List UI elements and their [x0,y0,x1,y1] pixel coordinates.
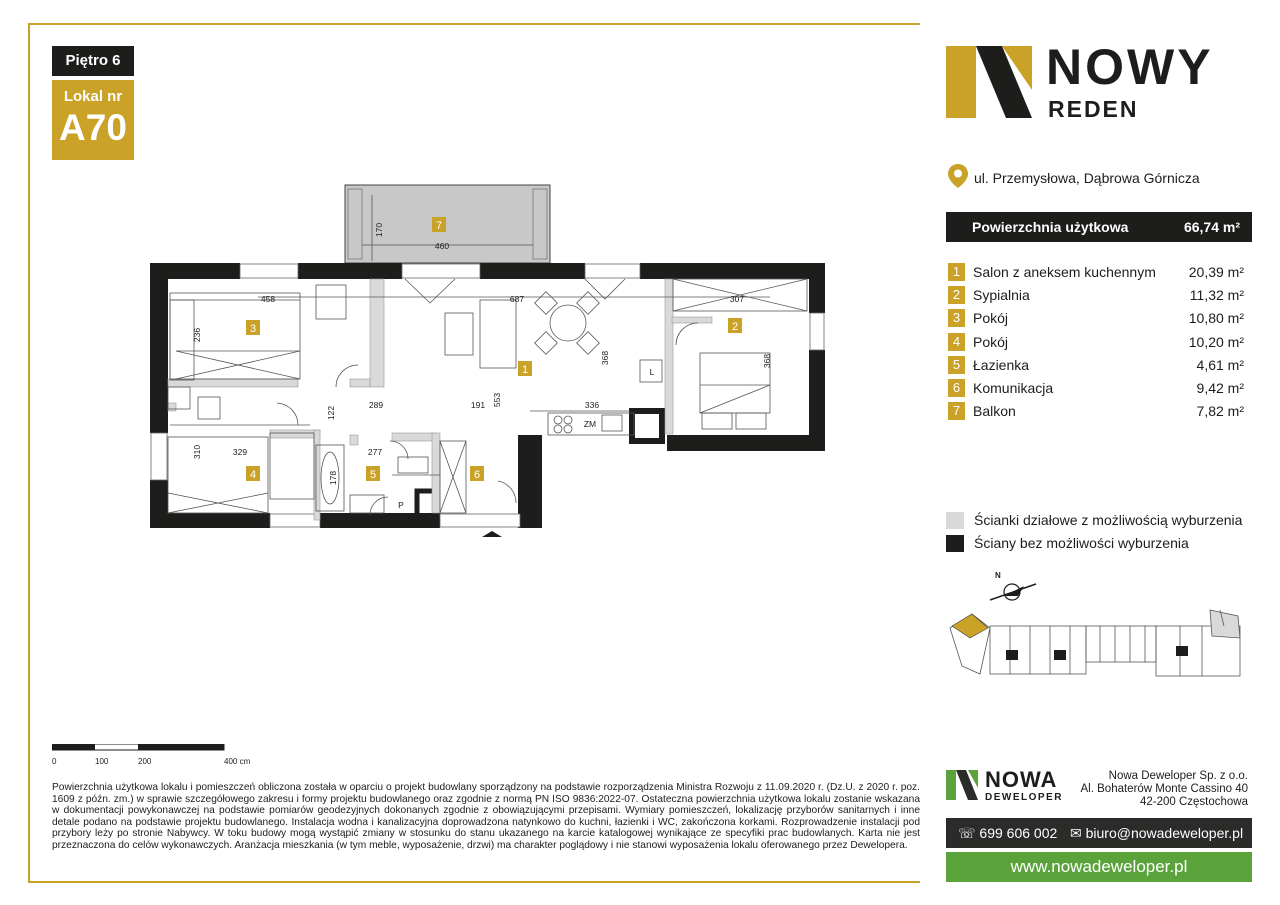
permanent-walls [150,263,825,528]
unit-badge [52,80,134,160]
dim-room1-length: 553 [492,392,502,408]
frame-top-line [28,23,920,25]
list-item [948,262,1244,285]
email-address: biuro@nowadeweloper.pl [1085,825,1244,841]
nowa-deweloper-logo-icon [946,770,978,800]
unit-number: A70 [59,107,127,148]
scale-tick-400: 400 cm [224,757,251,766]
room-list-name: Komunikacja [973,379,1054,396]
room-list-name: Salon z aneksem kuchennym [973,264,1156,280]
legend-swatch-removable [946,512,964,529]
room-list-area: 10,20 m² [1188,333,1244,350]
room-list-name: Sypialnia [973,287,1030,304]
fixture-dishwasher-label: ZM [583,419,597,429]
developer-logo-text: NOWA [985,767,1058,792]
site-stair-core-3 [1176,646,1188,656]
location-pin-icon [948,164,968,188]
developer-address [1081,770,1248,809]
dim-bath-width: 277 [367,447,383,457]
developer-logo-sub: DEWELOPER [985,792,1063,803]
room-list-area: 20,39 m² [1188,264,1244,280]
fixture-washer-label: P [398,500,404,510]
dim-room3-depth: 236 [192,327,202,343]
legend-permanent-text: Ściany bez możliwości wyburzenia [974,535,1189,551]
brand-sub: REDEN [1048,96,1139,122]
disclaimer-text: Powierzchnia użytkowa lokalu i pomieszczeń obliczona została w oparciu o projekt budowlany sporządzony na podstawie rozporządzenia Ministra Rozwoju z 11.09.2020 r. (Dz.U. z 2020 r. poz. 1609 z późn. zm.) w sprawie szczegółowego zakresu i formy projektu budowlanego oraz zgodnie z normą PN ISO 9836:2022-07. Ostateczna powierzchnia użytkowa lokalu zostanie wskazana w dokumentacji powykonawczej na podstawie pomiarów geodezyjnych dokonanych zgodnie z obowiązującymi przepisami. Wymiary pomieszczeń, lokalizację przyborów sanitarnych i inne detale podano na podstawie projektu budowlanego. Instalacja wodna i kanalizacyjna doprowadzona natynkowo do kuchni, łazienki i WC, zakończona korkami. Rozprowadzenie instalacji pod przybory leży po stronie Nabywcy. W toku budowy mogą wystąpić zmiany w stosunku do stanu ukazanego na karcie katalogowej wynikające ze specyfiki prac budowlanych. Karta nie jest przeznaczona do celów wykonawczych. Aranżacja mieszkania (w tym meble, wyposażenie, drzwi) ma charakter poglądowy i nie stanowi wyposażenia lokalu oferowanego przez Dewelopera. [52,782,920,851]
email-contact[interactable] [1070,825,1243,842]
phone-contact[interactable] [958,825,1057,842]
list-item [948,285,1244,308]
list-item [948,378,1244,401]
entrance-marker [482,531,502,537]
dim-hall-depth: 122 [326,405,336,421]
room-number-5: 5 [369,469,377,481]
frame-left-line [28,23,30,883]
room-list-number: 6 [948,379,965,397]
room-number-4: 4 [249,469,257,481]
dim-room4-depth: 310 [192,444,202,460]
developer-company: Nowa Deweloper Sp. z o.o. [1108,770,1248,782]
floor-plan [140,175,840,545]
phone-number: 699 606 002 [979,825,1058,841]
dim-kitchen-width: 336 [584,400,600,410]
room-list-name: Balkon [973,403,1016,420]
room-number-1: 1 [521,364,529,376]
room-list-number: 3 [948,309,965,327]
scale-bar-graphic [52,744,252,768]
room-list-area: 10,80 m² [1188,310,1244,327]
room-list-number: 4 [948,333,965,351]
site-plan [940,566,1250,686]
scale-bar [52,744,252,773]
dim-bath-depth: 178 [328,470,338,486]
site-buildings [950,610,1240,676]
nowy-reden-logo-icon [946,46,1032,118]
room-list-area: 11,32 m² [1189,287,1244,304]
room-list-area: 4,61 m² [1196,356,1244,373]
dim-room2-width: 307 [729,294,745,304]
list-item [948,308,1244,331]
dim-hall-width: 289 [368,400,384,410]
unit-label: Lokal nr [63,88,123,105]
developer-street: Al. Bohaterów Monte Cassino 40 [1080,783,1248,795]
room-list-number: 1 [948,263,965,281]
scale-tick-100: 100 [95,757,109,766]
contact-bar [946,818,1252,848]
compass-icon [990,584,1036,600]
room-number-7: 7 [435,220,443,232]
legend-removable-text: Ścianki działowe z możliwością wyburzenia [974,512,1243,528]
room-list-name: Pokój [973,333,1009,350]
brand-name: NOWY [1046,39,1214,95]
usable-area-label: Powierzchnia użytkowa [972,219,1129,235]
room-list-area: 9,42 m² [1196,379,1244,396]
north-label: N [995,571,1001,580]
dim-room3-width: 458 [260,294,276,304]
site-unit-highlight [952,614,988,638]
dim-balcony-width: 460 [434,241,450,251]
envelope-icon: ✉ [1070,825,1082,841]
dim-corridor-width: 191 [470,400,486,410]
list-item [948,401,1244,424]
developer-city: 42-200 Częstochowa [1139,796,1248,808]
dim-room2-depth: 368 [762,353,772,369]
furniture [168,279,807,515]
room-number-3: 3 [249,323,257,335]
room-list-area: 7,82 m² [1196,403,1244,420]
floor-plan-drawing [140,175,840,545]
floor-label: Piętro 6 [65,52,121,69]
room-list-number: 5 [948,356,965,374]
room-number-6: 6 [473,469,481,481]
room-number-2: 2 [731,321,739,333]
dim-room4-width: 329 [232,447,248,457]
room-list-name: Łazienka [973,356,1030,373]
room-list [948,262,1244,424]
dim-room1-width: 687 [509,294,525,304]
list-item [948,332,1244,355]
windows [151,264,824,527]
room-list-name: Pokój [973,310,1009,327]
room-list-number: 2 [948,286,965,304]
usable-area-value: 66,74 m² [1183,219,1240,235]
dim-balcony-depth: 170 [374,222,384,238]
list-item [948,355,1244,378]
floor-badge [52,46,134,76]
phone-icon: ☏ [958,825,976,841]
scale-tick-200: 200 [138,757,152,766]
dim-room1-depth: 368 [600,350,610,366]
scale-tick-0: 0 [52,757,57,766]
usable-area-bar [946,212,1252,242]
address: ul. Przemysłowa, Dąbrowa Górnicza [974,170,1200,186]
legend-swatch-permanent [946,535,964,552]
frame-bottom-line [28,881,920,883]
fixture-fridge-label: L [649,367,655,377]
site-stair-core-2 [1054,650,1066,660]
site-stair-core-1 [1006,650,1018,660]
room-list-number: 7 [948,402,965,420]
website-link[interactable]: www.nowadeweloper.pl [946,852,1252,882]
